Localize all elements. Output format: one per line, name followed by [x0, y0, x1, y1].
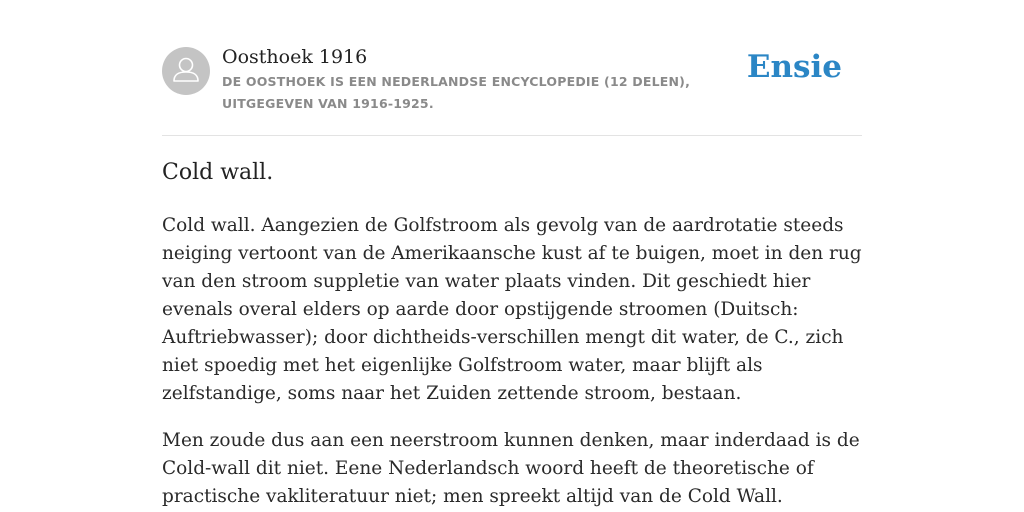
header-divider: [162, 135, 862, 136]
user-avatar-icon[interactable]: [162, 47, 210, 95]
source-description: DE OOSTHOEK IS EEN NEDERLANDSE ENCYCLOPEDIE (12 DELEN), UITGEGEVEN VAN 1916-1925.: [222, 74, 691, 111]
source-header: [162, 45, 862, 135]
user-silhouette-icon: [162, 47, 210, 95]
source-name[interactable]: Oosthoek 1916: [222, 46, 368, 68]
article-body: [162, 212, 862, 512]
ensie-logo[interactable]: Ensie: [746, 49, 842, 85]
article-paragraph: Men zoude dus aan een neerstroom kunnen denken, maar inderdaad is de Cold-wall dit niet. Eene Nederlandsch woord heeft de theoretische of practische vakliteratuur niet; men spreekt altijd van de Cold Wall.: [162, 430, 860, 507]
article-paragraph: Cold wall. Aangezien de Golfstroom als gevolg van de aardrotatie steeds neiging vertoont van de Amerikaansche kust af te buigen, moet in den rug van den stroom suppletie van water plaats vinden. Dit geschiedt hier evenals overal elders op aarde door opstijgende stroomen (Duitsch: Auftriebwasser); door dichtheids-verschillen mengt dit water, de C., zich niet spoedig met het eigenlijke Golfstroom water, maar blijft als zelfstandige, soms naar het Zuiden zettende stroom, bestaan.: [162, 215, 862, 404]
article-title: Cold wall.: [162, 160, 274, 185]
